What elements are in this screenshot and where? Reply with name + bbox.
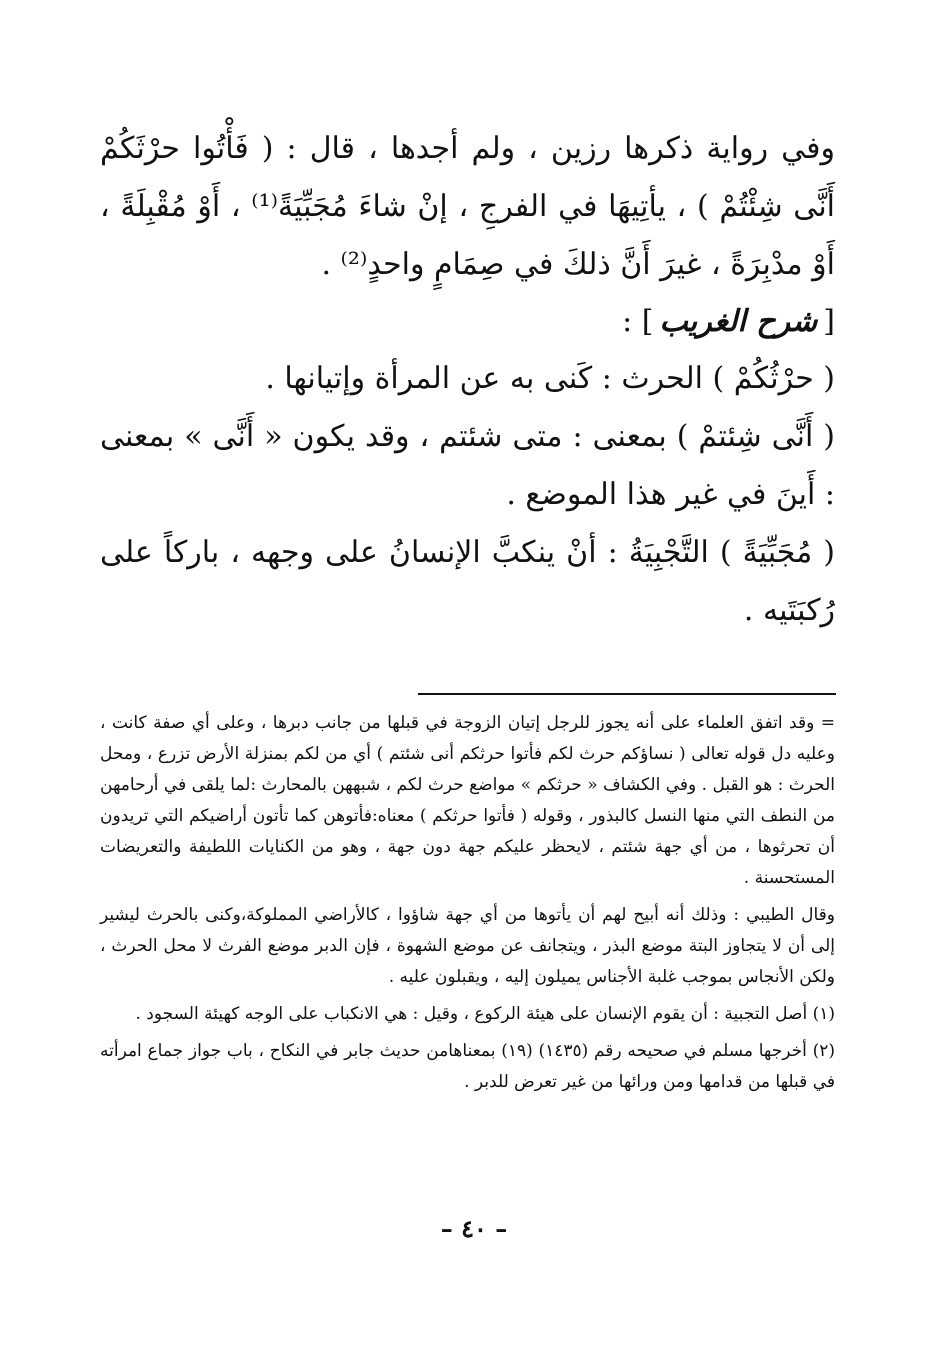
gloss-mujabbiya: ( مُجَبِّيَةً ) التَّجْبِيَةُ : أنْ ينكبَّ الإنسانُ على وجهه ، باركاً على رُكبَتَيه . (100, 535, 835, 628)
page-number: – ٤٠ – (440, 1214, 508, 1243)
hadith-paragraph: وفي رواية ذكرها رزين ، ولم أجدها ، قال : ( فَأْتُوا حرْثَكُمْ أَنَّى شِئْتُمْ ) ، يأتِيهَا في الفرجِ ، إنْ شاءَ مُجَبِّيَةً⁽¹⁾ ، أَوْ مُقْبِلَةً ، أَوْ مدْبِرَةً ، غيرَ أَنَّ ذلكَ في صِمَامٍ واحدٍ⁽²⁾ . (100, 131, 835, 282)
gloss-harthukum: ( حرْثُكُمْ ) الحرث : كَنى به عن المرأة وإتيانها . (265, 361, 835, 396)
section-title: شرح الغريب (659, 304, 818, 339)
main-text (100, 120, 835, 640)
footnote-continued: = وقد اتفق العلماء على أنه يجوز للرجل إتيان الزوجة في قبلها من جانب دبرها ، وعلى أي صفة كانت ، وعليه دل قوله تعالى ( نساؤكم حرث لكم فأتوا حرثكم أنى شئتم ) أي من لكم بمنزلة الأرض تزرع ، ومحل الحرث : هو القبل . وفي الكشاف « حرثكم » مواضع حرث لكم ، شبههن بالمحارث :لما يلقى في أرحامهن من النطف التي منها النسل كالبذور ، وقوله ( فأتوا حرثكم ) معناه:فأتوهن كما تأتون أراضيكم التي تريدون أن تحرثوها ، من أي جهة شئتم ، لايحظر عليكم جهة دون جهة ، وهو من الكنايات اللطيفة والتعريضات المستحسنة . (100, 713, 835, 888)
footnotes (100, 708, 835, 1104)
footnote-tibi: وقال الطيبي : وذلك أنه أبيح لهم أن يأتوها من أي جهة شاؤوا ، كالأراضي المملوكة،وكنى بالحرث ليشير إلى أن لا يتجاوز البتة موضع البذر ، ويتجانف عن موضع الشهوة ، فإن الدبر موضع الفرث لا محل الحرث ، ولكن الأنجاس بموجب غلبة الأجناس يميلون إليه ، ويقبلون عليه . (100, 905, 835, 987)
section-heading (100, 294, 835, 350)
section-colon: : (622, 304, 633, 339)
left-bracket: [ (823, 304, 835, 339)
gloss-anna-shitum: ( أَنَّى شِئتمْ ) بمعنى : متى شئتم ، وقد يكون « أَنَّى » بمعنى : أَينَ في غير هذا الموضع . (100, 419, 835, 512)
footnote-1: (١) أصل التجبية : أن يقوم الإنسان على هيئة الركوع ، وقيل : هي الانكباب على الوجه كهيئة السجود . (135, 1004, 835, 1024)
right-bracket: ] (641, 304, 654, 339)
footnote-2: (٢) أخرجها مسلم في صحيحه رقم (١٤٣٥) (١٩) بمعناهامن حديث جابر في النكاح ، باب جواز جماع امرأته في قبلها من قدامها ومن ورائها من غير تعرض للدبر . (100, 1041, 835, 1092)
footnote-separator (418, 693, 836, 695)
